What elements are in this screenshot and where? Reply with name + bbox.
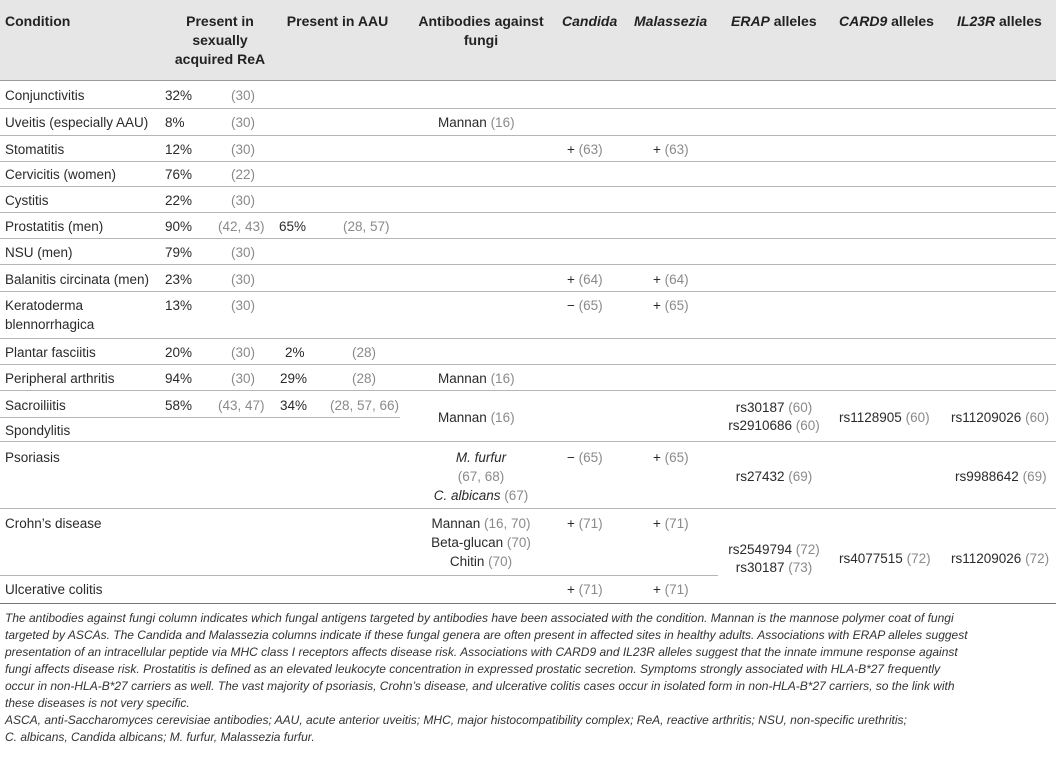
row-condition: Uveitis (especially AAU) (5, 115, 149, 130)
footnote-line: these diseases is not very specific. (5, 696, 190, 710)
table-bottom-rule (0, 603, 1056, 604)
rea-reference: (30) (231, 142, 256, 157)
malassezia-value: + (65) (653, 450, 689, 465)
row-divider (0, 212, 1056, 213)
row-condition: Sacroiliitis (5, 398, 66, 413)
il23r-allele: rs11209026 (60) (951, 410, 1050, 425)
header-il23r: IL23R alleles (957, 13, 1042, 29)
rea-reference: (30) (231, 298, 256, 313)
row-divider (0, 441, 1056, 442)
header-antibodies: Antibodies against fungi (418, 13, 544, 48)
rea-percent: 79% (165, 245, 193, 260)
card9-allele: rs4077515 (72) (839, 551, 931, 566)
aau-percent: 29% (280, 371, 308, 386)
row-condition: Ulcerative colitis (5, 582, 103, 597)
row-divider (0, 135, 1056, 136)
rea-reference: (30) (231, 345, 256, 360)
footnote-line: C. albicans, Candida albicans; M. furfur, Malassezia furfur. (5, 730, 315, 744)
aau-reference: (28) (352, 371, 377, 386)
row-condition: Cervicitis (women) (5, 167, 117, 182)
erap-allele: rs30187 (60) (735, 400, 813, 415)
rea-reference: (30) (231, 88, 256, 103)
aau-reference: (28, 57) (343, 219, 390, 234)
header-present-aau: Present in AAU (286, 13, 389, 29)
row-condition: Keratoderma (5, 298, 84, 313)
table-footnote (5, 610, 1051, 746)
row-condition: Psoriasis (5, 450, 60, 465)
candida-value: − (65) (567, 298, 603, 313)
rea-reference: (30) (231, 193, 256, 208)
rea-percent: 23% (165, 272, 193, 287)
rea-reference: (22) (231, 167, 256, 182)
rea-percent: 90% (165, 219, 193, 234)
row-condition: Cystitis (5, 193, 49, 208)
antibody-value: Chitin (70) (449, 554, 513, 569)
antibody-value: M. furfur (455, 450, 507, 465)
aau-reference: (28, 57, 66) (330, 398, 400, 413)
rea-reference: (42, 43) (218, 219, 265, 234)
il23r-allele: rs11209026 (72) (951, 551, 1050, 566)
candida-value: + (71) (567, 516, 603, 531)
aau-percent: 65% (279, 219, 307, 234)
footnote-line: fungi affects disease risk. Prostatitis is defined as an elevated leukocyte concentration in expressed prostatic secretion. Symptoms strongly associated with HLA-B*27 frequently (5, 662, 941, 676)
footnote-line: ASCA, anti-Saccharomyces cerevisiae antibodies; AAU, acute anterior uveitis; MHC, major histocompatibility complex; ReA, reactive arthritis; NSU, non-specific urethritis; (5, 713, 907, 727)
rea-percent: 94% (165, 371, 193, 386)
row-condition: Spondylitis (5, 423, 71, 438)
card9-allele: rs1128905 (60) (839, 410, 930, 425)
malassezia-value: + (65) (653, 298, 689, 313)
footnote-line: presentation of an intracellular peptide via MHC class I receptors affects disease risk. Associations with CARD9 and IL23R alleles suggest that the innate immune response against (5, 645, 958, 659)
row-divider (0, 338, 1056, 339)
row-condition: Plantar fasciitis (5, 345, 96, 360)
rea-reference: (30) (231, 272, 256, 287)
il23r-allele: rs9988642 (69) (955, 469, 1047, 484)
rea-percent: 20% (165, 345, 193, 360)
row-divider (0, 186, 1056, 187)
footnote-line: targeted by ASCAs. The Candida and Malassezia columns indicate if these fungal genera are often present in affected sites in healthy adults. Associations with ERAP alleles suggest (5, 628, 968, 642)
header-card9: CARD9 alleles (839, 13, 934, 29)
antibody-value: Mannan (16) (438, 410, 515, 425)
erap-allele: rs27432 (69) (735, 469, 813, 484)
candida-value: + (64) (567, 272, 603, 287)
row-divider (0, 264, 1056, 265)
aau-reference: (28) (352, 345, 377, 360)
row-divider (0, 575, 718, 576)
candida-value: + (71) (567, 582, 603, 597)
erap-allele: rs2549794 (72) (728, 542, 820, 557)
row-condition: Peripheral arthritis (5, 371, 115, 386)
row-condition: Prostatitis (men) (5, 219, 104, 234)
row-condition: NSU (men) (5, 245, 73, 260)
header-candida: Candida (562, 13, 618, 29)
candida-value: + (63) (567, 142, 603, 157)
row-condition: Stomatitis (5, 142, 65, 157)
header-present-rea: Present in sexually acquired ReA (174, 13, 266, 67)
erap-allele: rs30187 (73) (735, 560, 813, 575)
row-divider (0, 291, 1056, 292)
rea-percent: 32% (165, 88, 193, 103)
footnote-line: The antibodies against fungi column indicates which fungal antigens targeted by antibodies have been associated with the condition. Mannan is the mannose polymer coat of fungi (5, 611, 954, 625)
rea-percent: 13% (165, 298, 193, 313)
rea-reference: (30) (231, 371, 256, 386)
malassezia-value: + (64) (653, 272, 689, 287)
row-divider (0, 161, 1056, 162)
rea-percent: 22% (165, 193, 193, 208)
row-condition-continued: blennorrhagica (5, 317, 95, 332)
row-divider (0, 364, 1056, 365)
footnote-line: occur in non-HLA-B*27 carriers as well. The vast majority of psoriasis, Crohn’s disease, and ulcerative colitis cases occur in isolated form in non-HLA-B*27 carriers, so the link with (5, 679, 955, 693)
row-condition: Crohn’s disease (5, 516, 102, 531)
row-divider (0, 508, 1056, 509)
rea-percent: 12% (165, 142, 193, 157)
antibody-value: C. albicans (67) (433, 488, 529, 503)
malassezia-value: + (71) (653, 582, 689, 597)
aau-percent: 2% (285, 345, 305, 360)
erap-allele: rs2910686 (60) (728, 418, 820, 433)
header-malassezia: Malassezia (634, 13, 708, 29)
rea-reference: (30) (231, 115, 256, 130)
rea-percent: 8% (165, 115, 185, 130)
rea-percent: 76% (165, 167, 193, 182)
row-condition: Balanitis circinata (men) (5, 272, 150, 287)
antibody-value: Mannan (16) (438, 371, 515, 386)
rea-reference: (43, 47) (218, 398, 265, 413)
row-divider (0, 390, 1056, 391)
row-divider (0, 238, 1056, 239)
table-header (0, 0, 1056, 81)
antibody-reference: (67, 68) (457, 469, 505, 484)
candida-value: − (65) (567, 450, 603, 465)
row-divider (0, 108, 1056, 109)
header-condition: Condition (5, 13, 71, 29)
antibody-value: Mannan (16) (438, 115, 515, 130)
row-condition: Conjunctivitis (5, 88, 85, 103)
aau-percent: 34% (280, 398, 308, 413)
antibody-value: Beta-glucan (70) (431, 535, 531, 550)
rea-percent: 58% (165, 398, 193, 413)
row-divider (0, 417, 400, 418)
header-erap: ERAP alleles (731, 13, 817, 29)
antibody-value: Mannan (16, 70) (431, 516, 531, 531)
malassezia-value: + (71) (653, 516, 689, 531)
rea-reference: (30) (231, 245, 256, 260)
malassezia-value: + (63) (653, 142, 689, 157)
